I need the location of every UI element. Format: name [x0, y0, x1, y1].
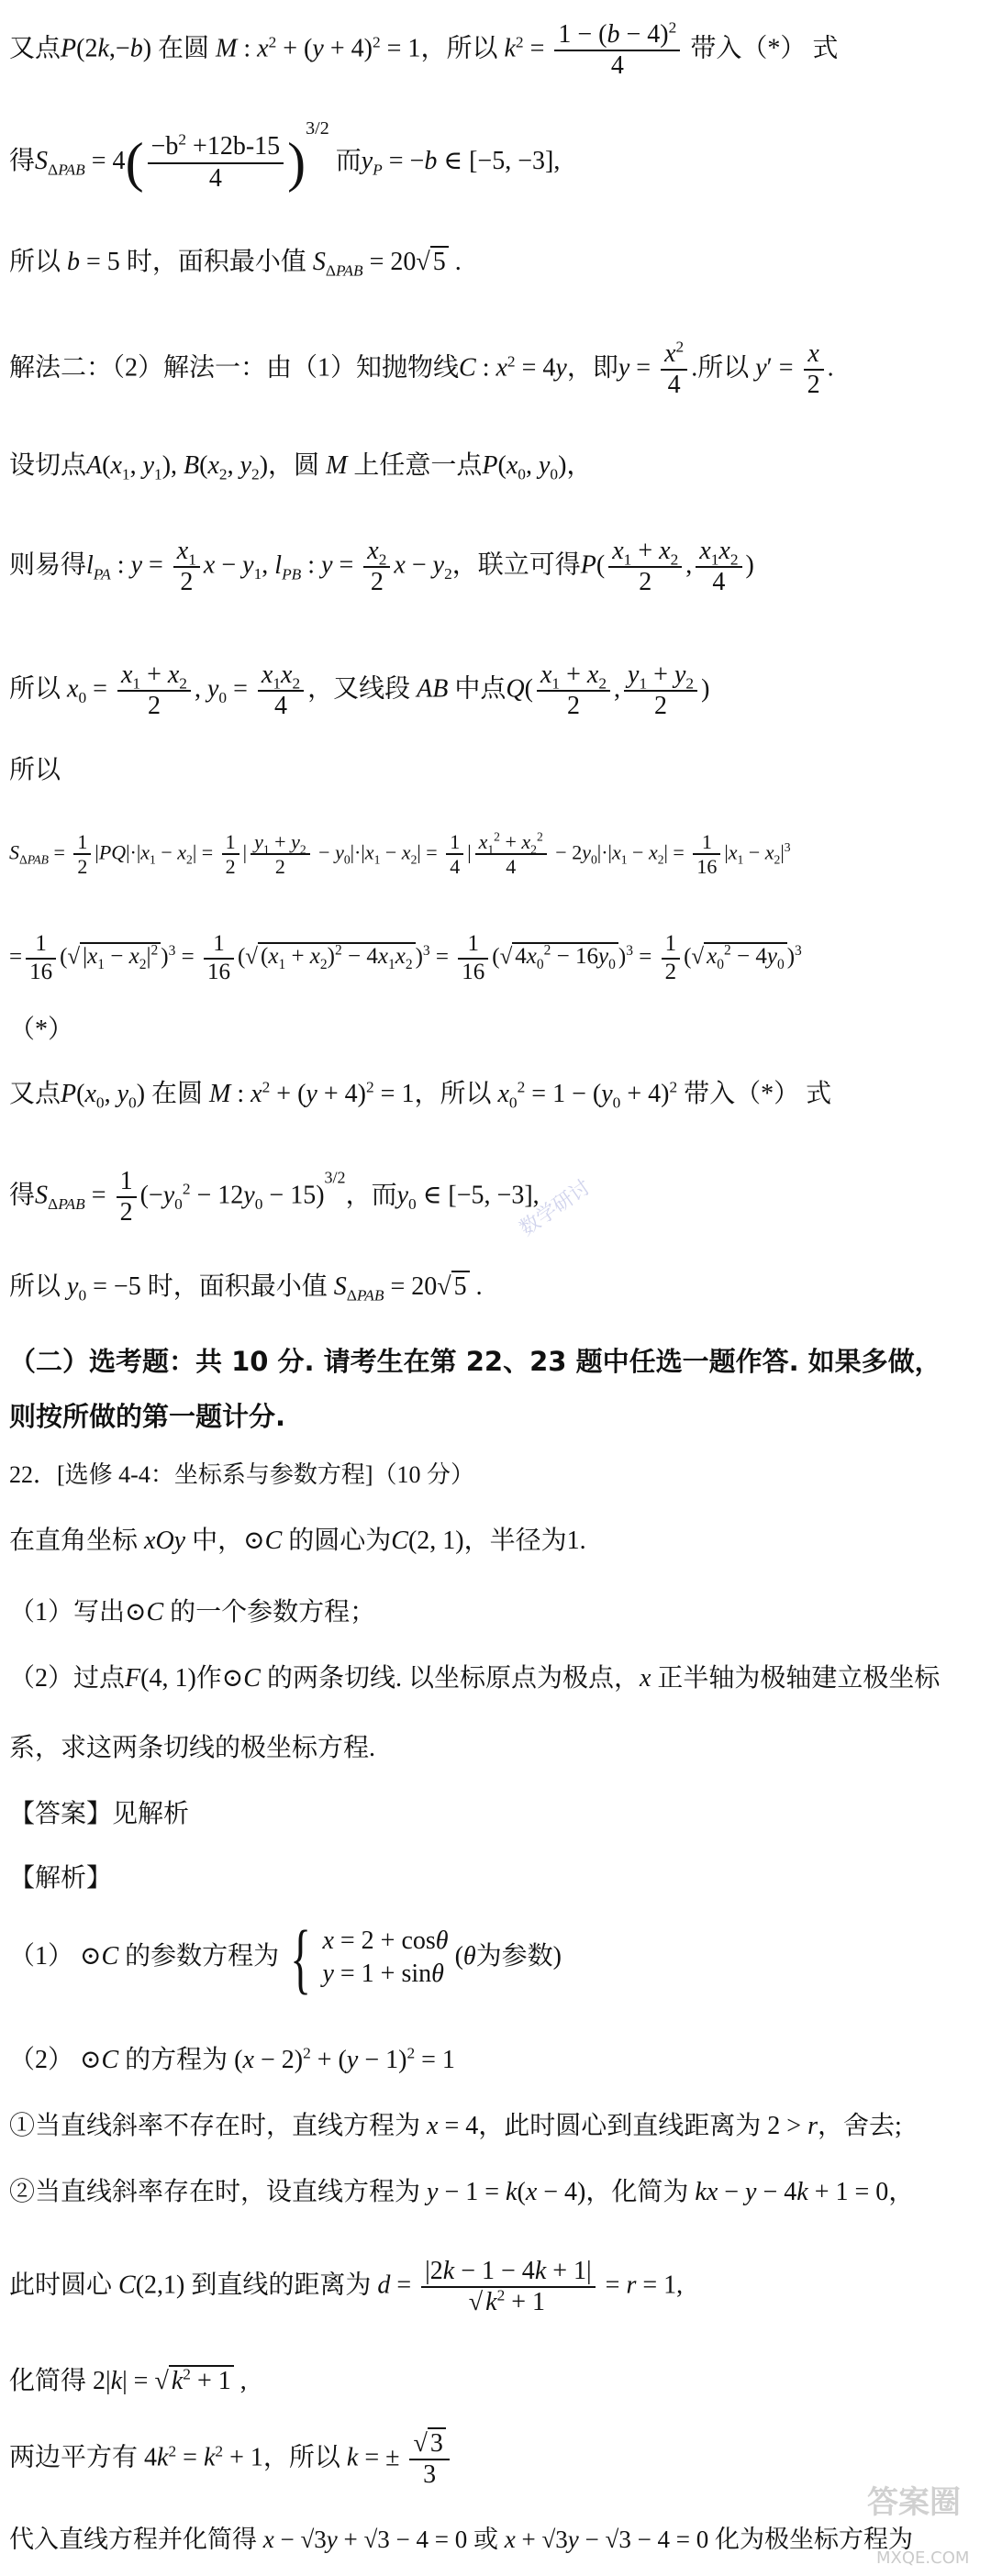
line-5: 设切点$A(x_1$, $y_1$), $B(x_2$, $y_2$)，圆 M 上任意一点$P(x_0$, $y_0$)， [9, 451, 593, 483]
solution-8: 代入直线方程并化简得 x − √3y + √3 − 4 = 0 或 x + √3y − √3 − 4 = 0 化为极坐标方程为 [9, 2526, 914, 2553]
line-13: 所以 $y_0 = -5$ 时，面积最小值 $S_{\Delta PAB} = 20√$ 5 . [9, 1272, 483, 1305]
watermark-logo: 答案圈 [867, 2484, 961, 2521]
analysis-label: 【解析】 [9, 1864, 113, 1893]
watermark-url: MXQE.COM [876, 2548, 970, 2568]
section-heading-2: 则按所做的第一题计分. [9, 1401, 286, 1432]
line-12: 得$S_{\Delta PAB}$ = $\frac{1}{2}$ $(-y_0^2 - 12y_0 - 15)^{3/2}$，而$y_0$ ∈ [−5, −3], [9, 1167, 540, 1227]
question-22-line-a: 在直角坐标 xOy 中，⊙C 的圆心为C(2, 1)，半径为1. [9, 1527, 586, 1555]
question-22-title: 22．[选修 4-4：坐标系与参数方程]（10 分） [9, 1461, 474, 1488]
line-7: 所以 $x_0$ = $\frac{x_1 + x_2}{2}$ , $y_0$ = $\frac{x_1x_2}{4}$ ，又线段 AB 中点Q( $\frac{x_1 + x_2}{2}$ , $\frac{y_1 + y_2}{2}$ ) [9, 661, 710, 721]
line-star: （*） [9, 1016, 74, 1044]
line-9: $S_{\Delta PAB}$ = $\frac{1}{2}$ $|PQ|\cdot|x_1 - x_2|$ = $\frac{1}{2}$ | $\frac{y_1 + y_2}{2}$ − $y_0|\cdot|x_1 - x_2|$ = $\frac{1}{4}$ | $\frac{x_1^2 + x_2^2}{4}$ − $2y_0|\cdot|x_1 - x_2|$ = $\frac{1}{16}$ $|x_1 - x_2|^3$ [9, 829, 791, 879]
question-22-line-d: 系，求这两条切线的极坐标方程. [9, 1734, 376, 1762]
question-22-line-c: （2）过点F(4, 1)作⊙C 的两条切线. 以坐标原点为极点，x 正半轴为极轴建立极坐标 [9, 1664, 941, 1693]
watermark-text: 数学研讨 [515, 1175, 596, 1241]
line-2: 得$S_{\Delta PAB} = 4$( $\frac{-b^2 +12b-15}{4}$ )$^{3/2}$ 而$y_P = -b$ ∈ [−5, −3], [9, 118, 561, 194]
question-22-line-b: （1）写出⊙C 的一个参数方程； [9, 1598, 376, 1627]
solution-2: （2） ⊙C 的方程为 $(x - 2)^2 + (y - 1)^2 = 1$ [9, 2044, 455, 2074]
line-3: 所以 b = 5 时，面积最小值 $S_{\Delta PAB} = 20√$ 5 . [9, 248, 462, 280]
section-heading: （二）选考题：共 10 分. 请考生在第 22、23 题中任选一题作答. 如果多做， [9, 1346, 941, 1377]
answer-label: 【答案】见解析 [9, 1800, 190, 1828]
line-6: 则易得$l_{PA}$ : y = $\frac{x_1}{2}$ $x - y_1$, $l_{PB}$ : y = $\frac{x_2}{2}$ $x - y_2$，联立可得P( $\frac{x_1 + x_2}{2}$ , $\frac{x_1x_2}{4}$ ) [9, 537, 754, 597]
solution-5: 此时圆心 C(2,1) 到直线的距离为 d = $\frac{|2k - 1 - 4k + 1|}{√ k^2 + 1}$ = r = 1, [9, 2257, 684, 2317]
line-4: 解法二：（2）解法一：由（1）知抛物线C : $x^2 = 4y$，即y = $\frac{x^2}{4}$ .所以 y′ = $\frac{x}{2}$ . [9, 338, 834, 400]
line-1: 又点P(2k,−b) 在圆 M : $x^2 + (y + 4)^2 = 1$，所以 $k^2$ = $\frac{1 - (b - 4)^2}{4}$ 带入（*） 式 [9, 18, 839, 81]
solution-6: 化简得 2|k| = √ $k^2 + 1$ , [9, 2365, 247, 2395]
line-11: 又点$P(x_0$, $y_0$) 在圆 M : $x^2 + (y + 4)^2 = 1$，所以 $x_0^2 = 1 - (y_0 + 4)^2$ 带入（*） 式 [9, 1078, 832, 1112]
solution-1: （1） ⊙C 的参数方程为 { x = 2 + cosθ y = 1 + sinθ (θ为参数) [9, 1913, 562, 2002]
solution-7: 两边平方有 $4k^2 = k^2 + 1$，所以 k = ± $\frac{√ 3}{3}$ [9, 2429, 978, 2490]
line-10: = $\frac{1}{16}$ (√ $|x_1 - x_2|^2$ )$^3$ = $\frac{1}{16}$ (√ $(x_1 + x_2)^2 - 4x_1x_2$ )$^3$ = $\frac{1}{16}$ (√ $4x_0^2 - 16y_0$ )$^3$ = $\frac{1}{2}$ (√ $x_0^2 - 4y_0$ )$^3$ [9, 931, 802, 984]
solution-4: ②当直线斜率存在时，设直线方程为 y − 1 = k(x − 4)，化简为 kx − y − 4k + 1 = 0， [9, 2178, 915, 2206]
solution-3: ①当直线斜率不存在时，直线方程为 x = 4，此时圆心到直线距离为 2 > r，舍去; [9, 2112, 902, 2140]
line-8: 所以 [9, 756, 61, 784]
